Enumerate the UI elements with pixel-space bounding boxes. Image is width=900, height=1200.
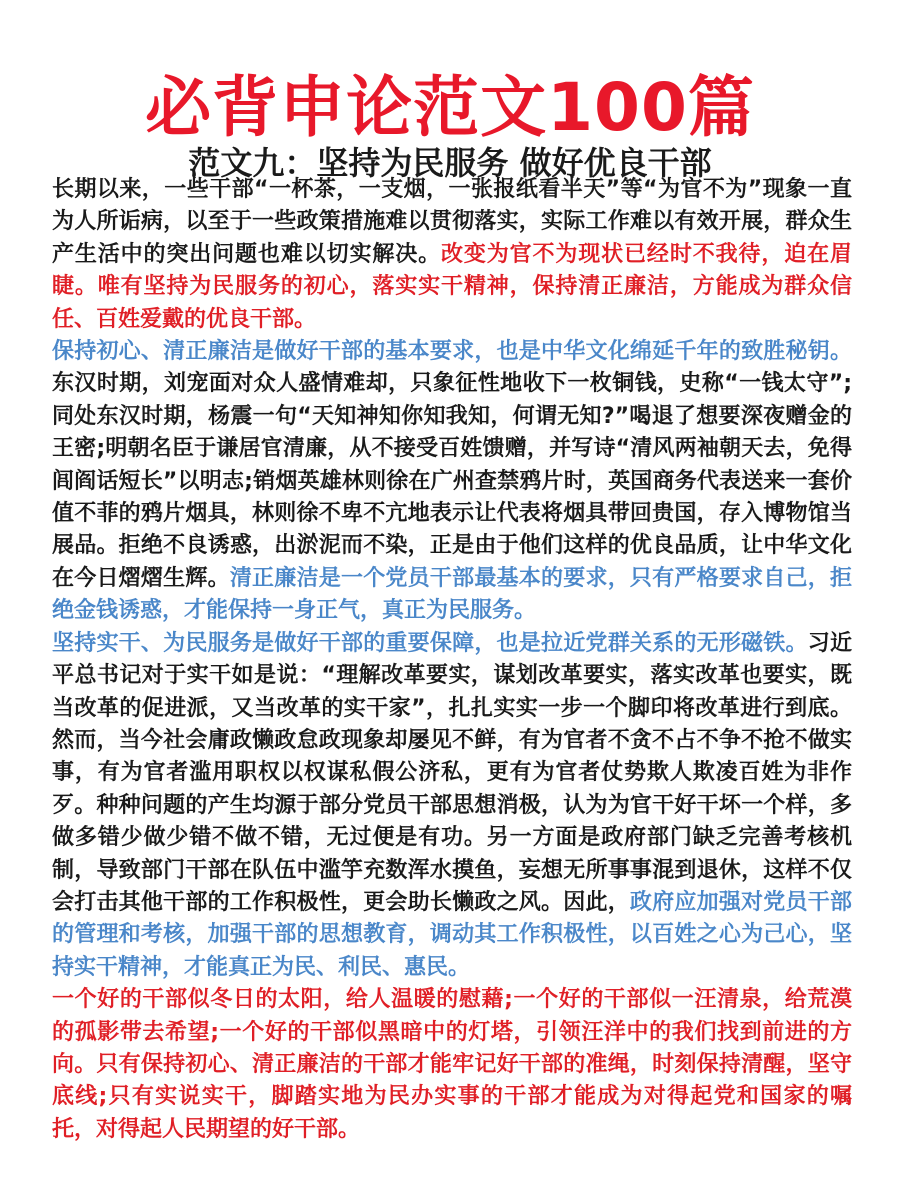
text-segment: 习近平总书记对于实干如是说：“理解改革要实，谋划改革要实，落实改革也要实，既当改革的促进派，又当改革的实干家”，扎扎实实一步一个脚印将改革进行到底。然而，当今社会庸政懒政怠政现象却屡见不鲜，有为官者不贪不占不争不抢不做实事，有为官者滥用职权以权谋私假公济私，更有为官者仗势欺人欺凌百姓为非作歹。种种问题的产生均源于部分党员干部思想消极，认为为官干好干坏一个样，多做多错少做少错不做不错，无过便是有功。另一方面是政府部门缺乏完善考核机制，导致部门干部在队伍中滥竽充数浑水摸鱼，妄想无所事事混到退休，这样不仅会打击其他干部的工作积极性，更会助长懒政之风。因此， bbox=[52, 630, 852, 915]
highlight-blue: 清正廉洁是一个党员干部最基本的要求，只有严格要求自己，拒绝金钱诱惑，才能保持一身正气，真正为民服务。 bbox=[52, 565, 852, 624]
paragraph-1 bbox=[52, 174, 852, 336]
highlight-blue: 政府应加强对党员干部的管理和考核，加强干部的思想教育，调动其工作积极性，以百姓之心为己心，坚持实干精神，才能真正为民、利民、惠民。 bbox=[52, 889, 852, 980]
highlight-blue: 保持初心、清正廉洁是做好干部的基本要求，也是中华文化绵延千年的致胜秘钥。 bbox=[52, 339, 852, 365]
article-subtitle: 范文九：坚持为民服务 做好优良干部 bbox=[188, 143, 712, 182]
paragraph-3 bbox=[52, 628, 852, 984]
highlight-red: 改变为官不为现状已经时不我待，迫在眉睫。唯有坚持为民服务的初心，落实实干精神，保持清正廉洁，方能成为群众信任、百姓爱戴的优良干部。 bbox=[52, 241, 852, 332]
text-segment: 长期以来，一些干部“一杯茶，一支烟，一张报纸看半天”等“为官不为”现象一直为人所诟病，以至于一些政策措施难以贯彻落实，实际工作难以有效开展，群众生产生活中的突出问题也难以切实解决。 bbox=[52, 177, 852, 267]
paragraph-4 bbox=[52, 984, 852, 1146]
article-body bbox=[52, 174, 852, 1146]
highlight-red: 一个好的干部似冬日的太阳，给人温暖的慰藉;一个好的干部似一汪清泉，给荒漠的孤影带去希望;一个好的干部似黑暗中的灯塔，引领汪洋中的我们找到前进的方向。只有保持初心、清正廉洁的干部才能牢记好干部的准绳，时刻保持清醒，坚守底线;只有实说实干，脚踏实地为民办实事的干部才能成为对得起党和国家的嘱托，对得起人民期望的好干部。 bbox=[52, 987, 852, 1142]
paragraph-2 bbox=[52, 336, 852, 628]
text-segment: 东汉时期，刘宠面对众人盛情难却，只象征性地收下一枚铜钱，史称“一钱太守”;同处东汉时期，杨震一句“天知神知你知我知，何谓无知?”喝退了想要深夜赠金的王密;明朝名臣于谦居官清廉，从不接受百姓馈赠，并写诗“清风两袖朝天去，免得闾阎话短长”以明志;销烟英雄林则徐在广州查禁鸦片时，英国商务代表送来一套价值不菲的鸦片烟具，林则徐不卑不亢地表示让代表将烟具带回贵国，存入博物馆当展品。拒绝不良诱惑，出淤泥而不染，正是由于他们这样的优良品质，让中华文化在今日熠熠生辉。 bbox=[52, 371, 852, 591]
highlight-blue: 坚持实干、为民服务是做好干部的重要保障，也是拉近党群关系的无形磁铁。 bbox=[52, 630, 808, 656]
main-title: 必背申论范文100篇 bbox=[145, 69, 755, 147]
